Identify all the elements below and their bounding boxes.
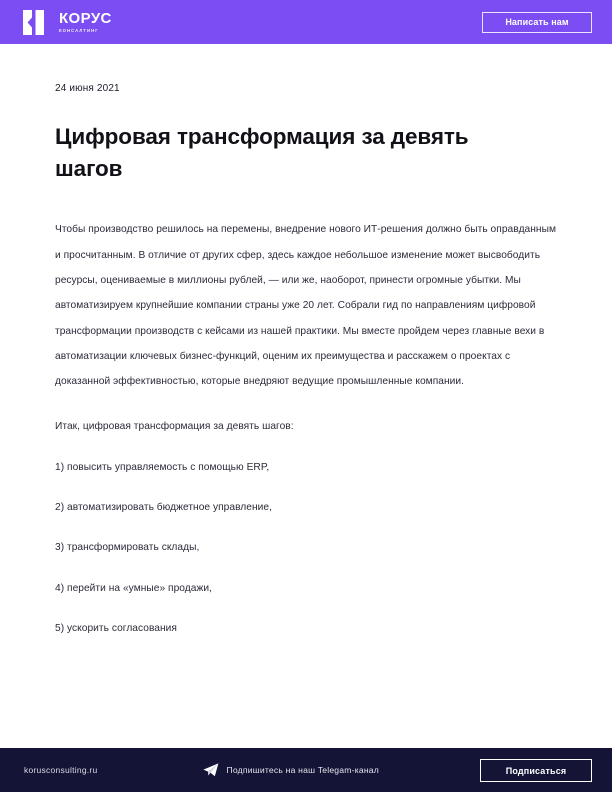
article-body xyxy=(0,44,612,748)
step-item: 4) перейти на «умные» продажи, xyxy=(55,582,212,594)
footer-site-url[interactable]: korusconsulting.ru xyxy=(24,765,98,775)
write-to-us-button[interactable]: Написать нам xyxy=(482,12,592,33)
page-title: Цифровая трансформация за девять шагов xyxy=(55,124,469,182)
footer-cta-text: Подпишитесь на наш Telegam-канал xyxy=(226,765,379,775)
subscribe-button[interactable]: Подписаться xyxy=(480,759,592,782)
brand-name: КОРУС xyxy=(59,10,112,28)
steps-intro: Итак, цифровая трансформация за девять шагов: xyxy=(55,421,294,433)
korus-k-mark-icon xyxy=(23,10,51,35)
site-footer xyxy=(0,748,612,792)
publish-date: 24 июня 2021 xyxy=(55,83,120,94)
site-header xyxy=(0,0,612,44)
brand-logo[interactable] xyxy=(23,10,112,35)
step-item: 3) трансформировать склады, xyxy=(55,542,200,554)
brand-wordmark xyxy=(59,11,112,33)
step-item: 2) автоматизировать бюджетное управление, xyxy=(55,502,272,514)
step-item: 5) ускорить согласования xyxy=(55,622,177,634)
intro-paragraph: Чтобы производство решилось на перемены, внедрение нового ИТ-решения должно быть оправданным и просчитанным. В отличие от других сфер, здесь каждое небольшое изменение может высвободить ресурсы, оцениваемые в миллионы рублей, — или же, наоборот, принести огромные убытки. Мы автоматизируем крупнейшие компании страны уже 20 лет. Собрали гид по направлениям цифровой трансформации производств с кейсами из нашей практики. Мы вместе пройдем через главные вехи в автоматизации ключевых бизнес-функций, оценим их преимущества и расскажем о проектах с доказанной эффективностью, которые внедряют ведущие промышленные компании. xyxy=(55,224,556,388)
telegram-promo xyxy=(127,763,454,777)
telegram-paper-plane-icon xyxy=(203,763,219,777)
step-item: 1) повысить управляемость с помощью ERP, xyxy=(55,461,270,473)
brand-subtitle: КОНСАЛТИНГ xyxy=(59,27,99,33)
